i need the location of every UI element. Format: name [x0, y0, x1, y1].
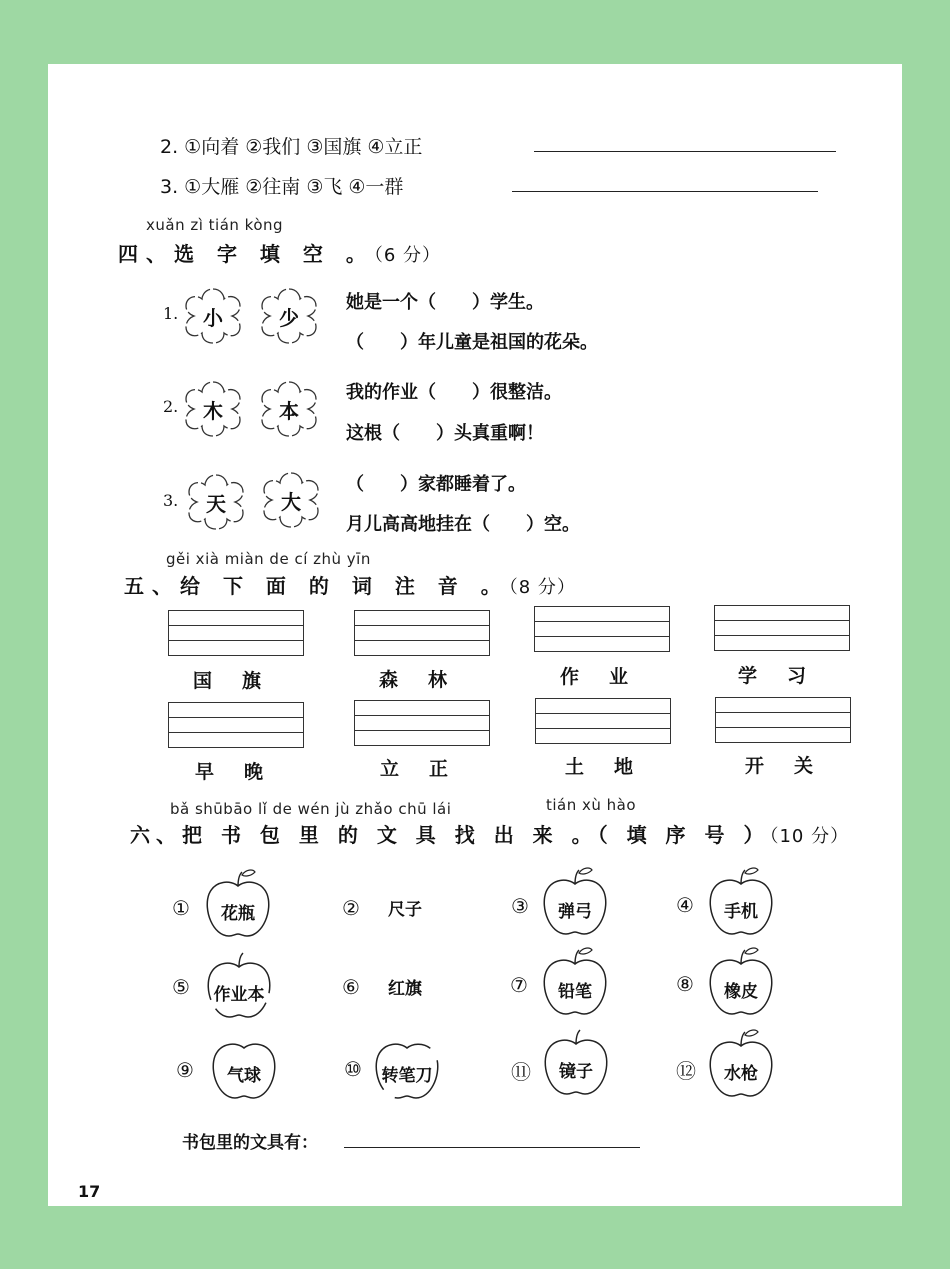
vocab-word: 立正: [380, 758, 479, 780]
apple-item[interactable]: [207, 1028, 281, 1102]
item-number: ⑦: [510, 973, 528, 997]
fill-sentence[interactable]: 月儿高高地挂在（ ）空。: [346, 514, 580, 535]
flower-char: 天: [206, 491, 226, 516]
pinyin-writing-grid[interactable]: [354, 700, 490, 746]
section4-heading: [118, 238, 441, 267]
vocab-word: 学习: [738, 665, 837, 687]
answer-label: 书包里的文具有：: [182, 1133, 318, 1153]
flower-char: 本: [279, 398, 299, 423]
pinyin-writing-grid[interactable]: [535, 698, 671, 744]
item-number: ④: [676, 893, 694, 917]
fill-sentence[interactable]: 她是一个（ ）学生。: [346, 292, 544, 313]
item-label[interactable]: 尺子: [388, 900, 422, 920]
q2-word-order: 2. ①向着 ②我们 ③国旗 ④立正: [160, 136, 423, 158]
flower-char: 大: [281, 489, 301, 514]
section4-pinyin: xuǎn zì tián kòng: [146, 216, 284, 234]
fill-sentence[interactable]: （ ）年儿童是祖国的花朵。: [346, 332, 598, 353]
pinyin-writing-grid[interactable]: [168, 610, 304, 656]
section6-title: 六、把 书 包 里 的 文 具 找 出 来 。（ 填 序 号 ）: [130, 823, 770, 847]
q3-answer-line[interactable]: [512, 191, 818, 192]
item-number: ⑨: [176, 1058, 194, 1082]
section6-pinyin-fill: tián xù hào: [546, 796, 637, 814]
fill-item-2-number: 2.: [163, 397, 179, 416]
vocab-word: 土地: [565, 756, 664, 778]
pinyin-writing-grid[interactable]: [714, 605, 850, 651]
flower-option[interactable]: [256, 285, 322, 347]
fill-item-3-number: 3.: [163, 491, 179, 510]
section4-title: 四、选 字 填 空 。: [118, 242, 374, 266]
item-label: 转笔刀: [381, 1065, 433, 1086]
apple-item[interactable]: [202, 947, 276, 1021]
pinyin-writing-grid[interactable]: [715, 697, 851, 743]
flower-char: 木: [203, 398, 223, 423]
item-number: ⑥: [342, 975, 360, 999]
section5-score: （8 分）: [508, 577, 576, 598]
item-number: ②: [342, 896, 360, 920]
answer-line[interactable]: [344, 1147, 640, 1148]
item-number: ①: [172, 896, 190, 920]
apple-item[interactable]: [704, 864, 778, 938]
flower-char: 小: [203, 305, 223, 330]
apple-item[interactable]: [704, 944, 778, 1018]
item-number: ③: [511, 894, 529, 918]
item-label[interactable]: 红旗: [388, 979, 422, 999]
section6-score: （10 分）: [769, 826, 850, 847]
q2-answer-line[interactable]: [534, 151, 836, 152]
item-label: 花瓶: [221, 903, 255, 924]
fill-sentence[interactable]: 我的作业（ ）很整洁。: [346, 382, 562, 403]
apple-item[interactable]: [370, 1028, 444, 1102]
item-label: 铅笔: [558, 981, 592, 1002]
pinyin-writing-grid[interactable]: [168, 702, 304, 748]
apple-item[interactable]: [201, 866, 275, 940]
pinyin-writing-grid[interactable]: [534, 606, 670, 652]
vocab-word: 早晚: [195, 761, 294, 783]
item-number: ⑪: [511, 1060, 531, 1084]
vocab-word: 作业: [560, 666, 659, 688]
item-label: 手机: [724, 901, 758, 922]
worksheet-page: [48, 64, 902, 1206]
fill-sentence[interactable]: 这根（ ）头真重啊！: [346, 423, 544, 444]
fill-item-1-number: 1.: [163, 304, 179, 323]
flower-option[interactable]: [258, 469, 324, 531]
apple-item[interactable]: [538, 944, 612, 1018]
flower-option[interactable]: [256, 378, 322, 440]
item-number: ⑩: [344, 1057, 362, 1081]
vocab-word: 森林: [379, 669, 478, 691]
flower-option[interactable]: [180, 285, 246, 347]
item-number: ⑧: [676, 972, 694, 996]
section5-heading: [124, 570, 576, 599]
item-label: 弹弓: [558, 901, 592, 922]
item-number: ⑫: [676, 1059, 696, 1083]
section5-title: 五、给 下 面 的 词 注 音 。: [124, 574, 509, 598]
fill-sentence[interactable]: （ ）家都睡着了。: [346, 474, 526, 495]
section6-pinyin: bǎ shūbāo lǐ de wén jù zhǎo chū lái: [170, 800, 452, 818]
flower-option[interactable]: [183, 471, 249, 533]
section5-pinyin: gěi xià miàn de cí zhù yīn: [166, 550, 371, 568]
item-label: 水枪: [724, 1063, 758, 1084]
section6-heading: [130, 819, 849, 848]
item-label: 橡皮: [724, 981, 758, 1002]
apple-item[interactable]: [539, 1024, 613, 1098]
pinyin-writing-grid[interactable]: [354, 610, 490, 656]
apple-item[interactable]: [538, 864, 612, 938]
item-label: 作业本: [213, 984, 265, 1005]
flower-option[interactable]: [180, 378, 246, 440]
vocab-word: 开关: [745, 755, 844, 777]
apple-item[interactable]: [704, 1026, 778, 1100]
page-number: 17: [78, 1182, 101, 1201]
section4-score: （6 分）: [373, 245, 442, 266]
q3-word-order: 3. ①大雁 ②往南 ③飞 ④一群: [160, 176, 404, 198]
item-number: ⑤: [172, 975, 190, 999]
flower-char: 少: [279, 305, 299, 330]
item-label: 气球: [227, 1065, 261, 1086]
vocab-word: 国旗: [193, 670, 292, 692]
item-label: 镜子: [559, 1061, 593, 1082]
